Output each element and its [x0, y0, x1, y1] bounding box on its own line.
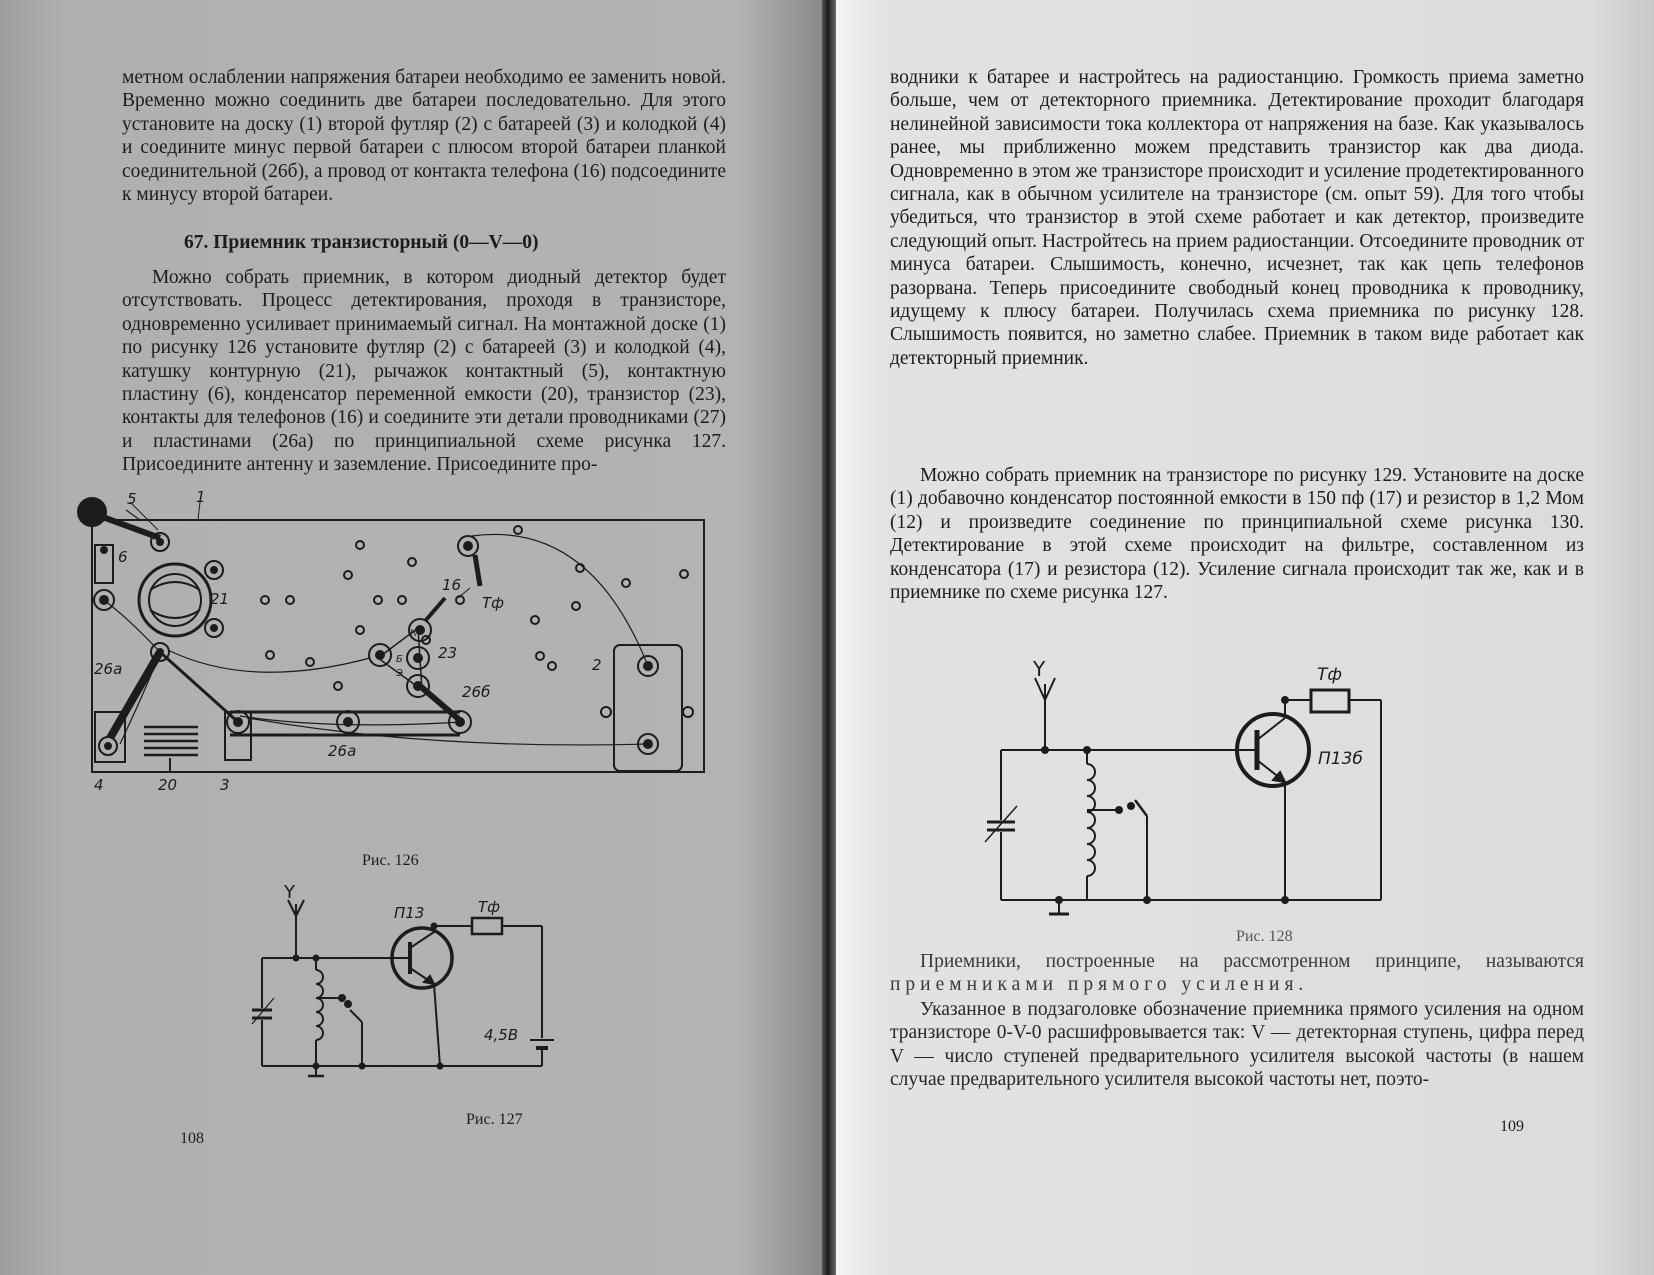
- label-5: 5: [127, 490, 137, 508]
- figure-128-schematic: [981, 657, 1421, 930]
- paragraph-top: [122, 66, 726, 206]
- figure-127-caption: Рис. 127: [466, 1111, 523, 1128]
- figure-126-caption: Рис. 126: [362, 852, 419, 869]
- label-e: Э: [396, 668, 403, 679]
- paragraph-3: [890, 950, 1584, 997]
- paragraph-3-end: .: [1298, 974, 1304, 996]
- page-number-left: 108: [180, 1130, 204, 1147]
- paragraph-4: [890, 998, 1584, 1092]
- figure-127-schematic: [252, 882, 582, 1078]
- paragraph-3-text: [890, 950, 1584, 997]
- page-number-right: 109: [1500, 1118, 1524, 1135]
- fig128-transistor-label: П13б: [1318, 749, 1363, 769]
- paragraph-4-text: Указанное в подзаголовке обозначение приемника прямого усиления на одном транзисторе 0-V-0 расшифровывается так: V — детекторная ступень, цифра перед V — число ступеней предварительного усилителя высокой частоты (в нашем случае предварительного усилителя высокой частоты нет, поэто-: [890, 999, 1584, 1091]
- label-4: 4: [94, 776, 104, 794]
- paragraph-2-text: Можно собрать приемник на транзисторе по рисунку 129. Установите на доске (1) добавочно конденсатор постоянной емкости в 150 пф (17) и резистор в 1,2 Мом (12) и произведите соединение по принципиальной схеме рисунка 130. Детектирование в этой схеме происходит на фильтре, составленном из конденсатора (17) и резистора (12). Усиление сигнала происходит так же, как и в приемнике по схеме рисунка 127.: [890, 465, 1584, 604]
- paragraph-3-term: приемниками прямого усиления: [890, 974, 1299, 996]
- paragraph-main-text: Можно собрать приемник, в котором диодный детектор будет отсутствовать. Процесс детектирования, проходя в транзисторе, одновременно усиливает принимаемый сигнал. На монтажной доске (1) по рисунку 126 установите футляр (2) с батареей (3) и колодкой (4), катушку контурную (21), рычажок контактный (5), контактную пластину (6), конденсатор переменной емкости (20), транзистор (23), контакты для телефонов (16) и соедините эти детали проводниками (27) и пластинами (26а) по принципиальной схеме рисунка 127. Присоедините антенну и заземление. Присоедините про-: [122, 267, 726, 476]
- label-26a-bottom: 26а: [328, 742, 357, 760]
- fig127-antenna-label: Y: [284, 882, 295, 903]
- fig128-antenna-label: Y: [1033, 657, 1046, 681]
- figure-128-caption: Рис. 128: [1236, 928, 1293, 945]
- paragraph-3-start: Приемники, построенные на рассмотренном принципе, называются: [920, 951, 1584, 972]
- label-20: 20: [158, 776, 178, 794]
- label-6: 6: [118, 548, 128, 566]
- label-26b: 26б: [462, 683, 491, 701]
- fig127-battery-label: 4,5В: [484, 1026, 519, 1044]
- left-page: [0, 0, 822, 1275]
- right-page: [836, 0, 1654, 1275]
- label-k: К: [410, 628, 418, 639]
- book-gutter: [822, 0, 836, 1275]
- fig127-transistor-label: П13: [394, 904, 425, 922]
- label-23: 23: [438, 644, 458, 662]
- paragraph-main: [122, 266, 726, 477]
- label-2: 2: [592, 656, 602, 674]
- label-tf: Тф: [482, 594, 504, 612]
- label-b: Б: [396, 654, 403, 665]
- paragraph-top-text: метном ослаблении напряжения батареи необходимо ее заменить новой. Временно можно соединить две батареи последовательно. Для этого установите на доску (1) второй футляр (2) с батареей (3) и колодкой (4) и соедините минус первой батареи с плюсом второй батареи планкой соединительной (26б), а провод от контакта телефона (16) подсоедините к минусу второй батареи.: [122, 67, 726, 206]
- lever-knob: [78, 498, 106, 526]
- paragraph-1: [890, 66, 1584, 370]
- label-16: 16: [442, 576, 462, 594]
- label-26a-left: 26а: [94, 660, 123, 678]
- label-1: 1: [196, 488, 206, 506]
- fig127-phones-label: Тф: [478, 898, 500, 916]
- label-21: 21: [210, 590, 230, 608]
- figure-126-board-diagram: [70, 490, 730, 800]
- section-heading: 67. Приемник транзисторный (0—V—0): [184, 232, 539, 253]
- paragraph-1-text: водники к батарее и настройтесь на радиостанцию. Громкость приема заметно больше, чем от детекторного приемника. Детектирование проходит благодаря нелинейной зависимости тока коллектора от напряжения на базе. Как указывалось ранее, мы приближенно можем представить транзистор как два диода. Одновременно в этом же транзисторе происходит и усиление продетектированного сигнала, как в обычном усилителе на транзисторе (см. опыт 59). Для того чтобы убедиться, что транзистор в этой схеме работает и как детектор, произведите следующий опыт. Настройтесь на прием радиостанции. Отсоедините проводник от минуса батареи. Слышимость, конечно, исчезнет, так как цепь телефонов разорвана. Теперь присоедините свободный конец проводника к проводнику, идущему к плюсу батареи. Получилась схема приемника по рисунку 128. Слышимость появится, но заметно слабее. Приемник в таком виде работает как детекторный приемник.: [890, 67, 1584, 369]
- label-3: 3: [220, 776, 230, 794]
- paragraph-2: [890, 464, 1584, 604]
- fig128-phones-label: Тф: [1317, 665, 1342, 685]
